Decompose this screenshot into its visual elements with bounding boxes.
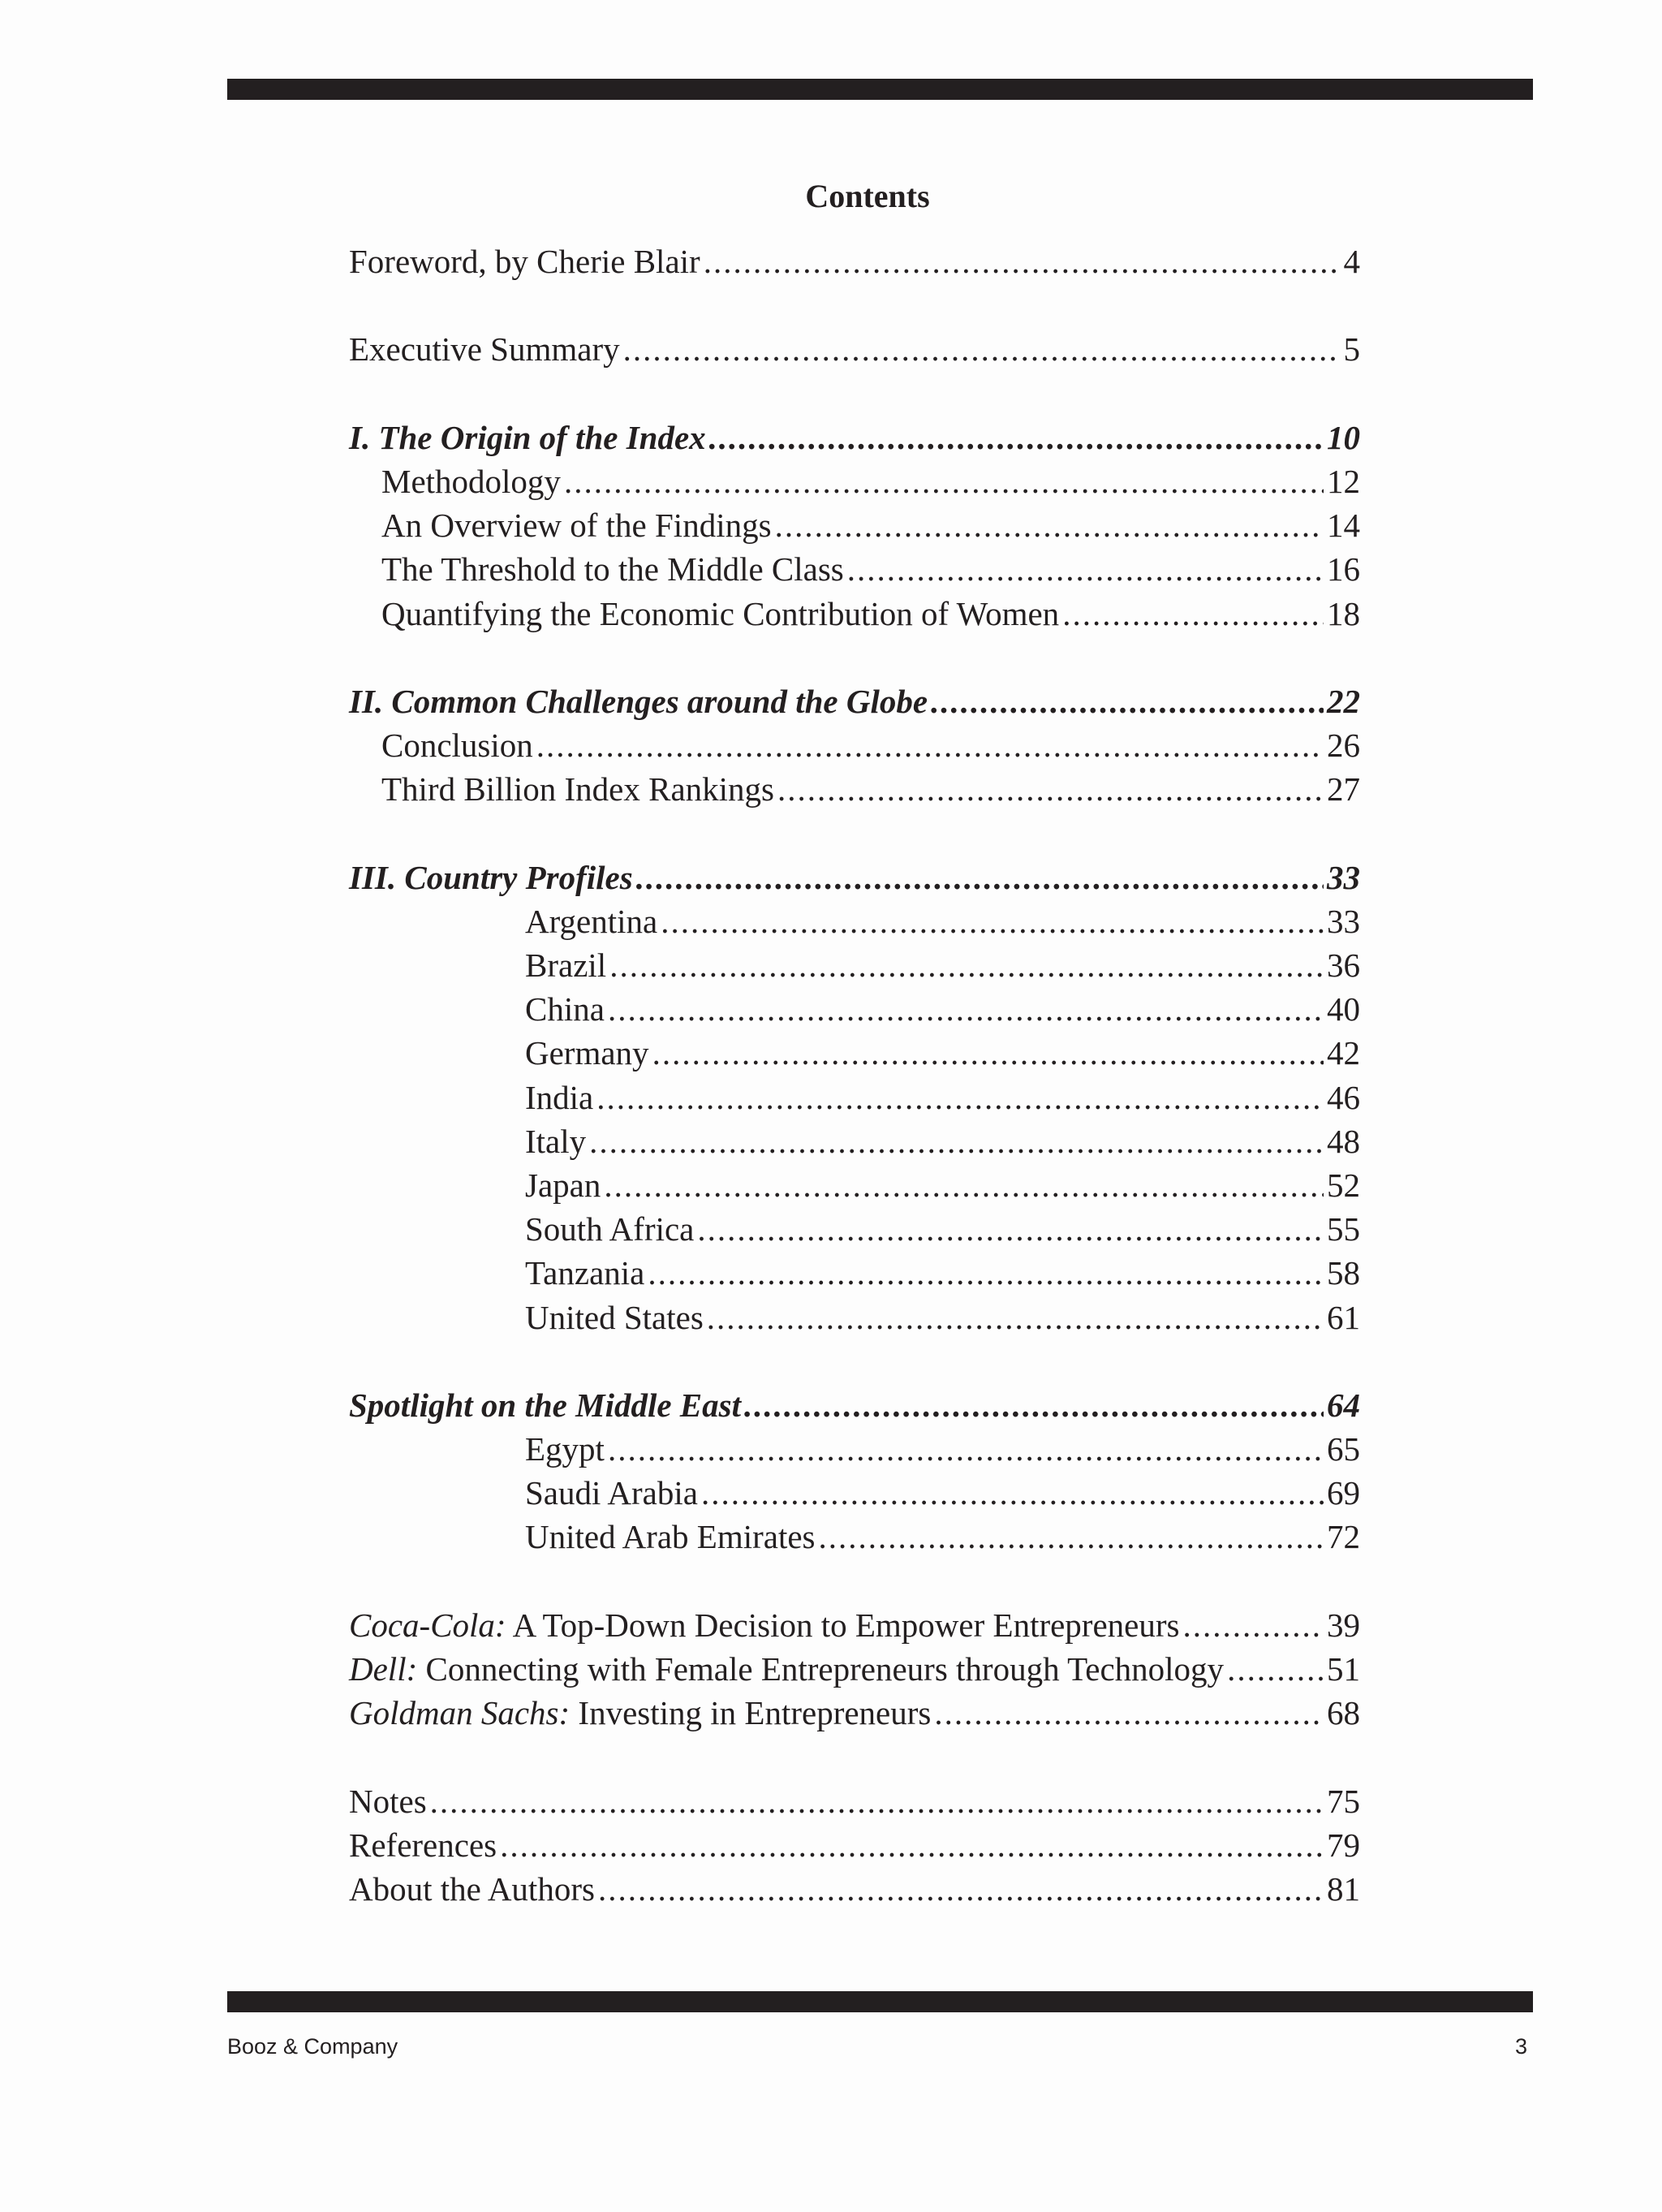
table-of-contents (349, 239, 1360, 1911)
toc-entry-text (349, 1603, 1179, 1647)
toc-entry-text: Italy (525, 1122, 587, 1160)
toc-page-number: 10 (1327, 418, 1360, 456)
toc-entry-text: Notes (349, 1782, 427, 1820)
dot-leader (704, 239, 1341, 283)
toc-page-number: 39 (1327, 1606, 1360, 1644)
toc-page-number: 5 (1343, 330, 1360, 369)
toc-entry-methodology[interactable] (349, 459, 1360, 503)
toc-entry-text: Methodology (381, 462, 561, 500)
dot-leader (1227, 1647, 1324, 1691)
toc-section-text: III. Country Profiles (349, 858, 633, 896)
dot-leader (709, 416, 1324, 459)
dot-leader (697, 1207, 1324, 1251)
toc-page-number: 26 (1327, 727, 1360, 765)
dot-leader (775, 503, 1324, 547)
toc-section-text: I. The Origin of the Index (349, 418, 706, 456)
toc-entry-text: China (525, 990, 605, 1028)
toc-entry-goldman-sachs[interactable] (349, 1691, 1360, 1735)
toc-entry-india[interactable] (349, 1076, 1360, 1119)
dot-leader (598, 1867, 1324, 1911)
toc-entry-text: Quantifying the Economic Contribution of Women (381, 594, 1060, 632)
toc-page-number: 22 (1327, 682, 1360, 720)
toc-entry-brazil[interactable] (349, 943, 1360, 987)
toc-section-middle-east[interactable] (349, 1383, 1360, 1427)
toc-entry-text: Conclusion (381, 727, 533, 765)
dot-leader (636, 856, 1324, 899)
toc-entry-japan[interactable] (349, 1163, 1360, 1207)
toc-entry-text: Executive Summary (349, 330, 620, 369)
company-name: Goldman Sachs: (349, 1694, 571, 1732)
dot-leader (777, 767, 1324, 811)
toc-entry-text: India (525, 1078, 594, 1116)
dot-leader (623, 327, 1341, 371)
toc-page-number: 72 (1327, 1518, 1360, 1556)
toc-entry-coca-cola[interactable] (349, 1603, 1360, 1647)
toc-page-number: 40 (1327, 990, 1360, 1028)
dot-leader (934, 1691, 1324, 1735)
toc-page-number: 81 (1327, 1869, 1360, 1908)
toc-page-number: 46 (1327, 1078, 1360, 1116)
toc-entry-notes[interactable] (349, 1779, 1360, 1823)
toc-entry-china[interactable] (349, 987, 1360, 1031)
contents-title: Contents (805, 178, 930, 214)
toc-entry-index-rankings[interactable] (349, 767, 1360, 811)
toc-page-number: 12 (1327, 462, 1360, 500)
toc-entry-text: The Threshold to the Middle Class (381, 550, 844, 589)
toc-page-number: 18 (1327, 594, 1360, 632)
case-title: A Top-Down Decision to Empower Entrepreneurs (506, 1606, 1180, 1644)
dot-leader (652, 1031, 1324, 1075)
toc-entry-uae[interactable] (349, 1515, 1360, 1559)
toc-entry-overview-findings[interactable] (349, 503, 1360, 547)
toc-entry-text: South Africa (525, 1210, 695, 1248)
toc-page-number: 51 (1327, 1650, 1360, 1688)
toc-page-number: 16 (1327, 550, 1360, 589)
toc-page-number: 36 (1327, 946, 1360, 984)
toc-entry-text: United Arab Emirates (525, 1518, 816, 1556)
bottom-rule (227, 1991, 1533, 2012)
toc-entry-executive-summary[interactable] (349, 327, 1360, 371)
toc-page-number: 33 (1327, 858, 1360, 896)
toc-entry-dell[interactable] (349, 1647, 1360, 1691)
dot-leader (1182, 1603, 1324, 1647)
dot-leader (430, 1779, 1324, 1823)
toc-entry-text: Brazil (525, 946, 607, 984)
toc-entry-text: Japan (525, 1166, 601, 1204)
toc-entry-about-authors[interactable] (349, 1867, 1360, 1911)
dot-leader (609, 943, 1324, 987)
toc-page-number: 69 (1327, 1474, 1360, 1512)
toc-entry-argentina[interactable] (349, 899, 1360, 943)
toc-entry-foreword[interactable] (349, 239, 1360, 283)
toc-entry-germany[interactable] (349, 1031, 1360, 1075)
toc-page-number: 27 (1327, 770, 1360, 808)
toc-entry-references[interactable] (349, 1823, 1360, 1867)
toc-entry-united-states[interactable] (349, 1296, 1360, 1339)
toc-entry-text: References (349, 1826, 497, 1864)
toc-section-text: II. Common Challenges around the Globe (349, 682, 928, 720)
dot-leader (608, 1427, 1324, 1471)
dot-leader (604, 1163, 1324, 1207)
dot-leader (596, 1076, 1324, 1119)
case-title: Investing in Entrepreneurs (570, 1694, 932, 1732)
dot-leader (819, 1515, 1324, 1559)
toc-entry-egypt[interactable] (349, 1427, 1360, 1471)
footer-publisher: Booz & Company (227, 2034, 398, 2059)
toc-page-number: 4 (1343, 243, 1360, 280)
dot-leader (744, 1383, 1324, 1427)
toc-page-number: 58 (1327, 1254, 1360, 1292)
toc-page-number: 33 (1327, 902, 1360, 940)
toc-entry-text: Tanzania (525, 1254, 645, 1292)
top-rule (227, 79, 1533, 100)
toc-entry-italy[interactable] (349, 1119, 1360, 1163)
toc-section-common-challenges[interactable] (349, 679, 1360, 723)
dot-leader (564, 459, 1324, 503)
toc-page-number: 14 (1327, 507, 1360, 545)
toc-entry-text (349, 1647, 1224, 1691)
toc-page-number: 52 (1327, 1166, 1360, 1204)
footer-page-number: 3 (1514, 2034, 1527, 2059)
toc-page-number: 79 (1327, 1826, 1360, 1864)
dot-leader (701, 1471, 1324, 1515)
dot-leader (847, 547, 1324, 591)
toc-entry-text: Germany (525, 1034, 649, 1072)
toc-entry-text: Third Billion Index Rankings (381, 770, 774, 808)
toc-entry-tanzania[interactable] (349, 1251, 1360, 1295)
dot-leader (536, 723, 1324, 767)
dot-leader (608, 987, 1324, 1031)
toc-entry-text: United States (525, 1298, 704, 1336)
toc-entry-text: Argentina (525, 902, 658, 940)
toc-page-number: 42 (1327, 1034, 1360, 1072)
dot-leader (589, 1119, 1324, 1163)
company-name: Dell: (349, 1650, 418, 1688)
dot-leader (648, 1251, 1324, 1295)
toc-section-country-profiles[interactable] (349, 856, 1360, 899)
dot-leader (707, 1296, 1324, 1339)
toc-entry-text (349, 1691, 931, 1735)
dot-leader (500, 1823, 1324, 1867)
toc-section-text: Spotlight on the Middle East (349, 1386, 741, 1424)
toc-page-number: 64 (1327, 1386, 1360, 1424)
toc-entry-text: About the Authors (349, 1869, 595, 1908)
toc-entry-saudi-arabia[interactable] (349, 1471, 1360, 1515)
toc-page-number: 65 (1327, 1430, 1360, 1468)
dot-leader (1062, 592, 1324, 636)
toc-page-number: 55 (1327, 1210, 1360, 1248)
toc-entry-text: Egypt (525, 1430, 605, 1468)
toc-page-number: 68 (1327, 1694, 1360, 1732)
toc-entry-quantifying-contribution[interactable] (349, 592, 1360, 636)
toc-entry-text: Saudi Arabia (525, 1474, 698, 1512)
case-title: Connecting with Female Entrepreneurs through Technology (417, 1650, 1225, 1688)
toc-page-number: 61 (1327, 1298, 1360, 1336)
toc-entry-south-africa[interactable] (349, 1207, 1360, 1251)
toc-entry-text: Foreword, by Cherie Blair (349, 243, 700, 280)
toc-entry-conclusion[interactable] (349, 723, 1360, 767)
toc-page-number: 75 (1327, 1782, 1360, 1820)
dot-leader (661, 899, 1324, 943)
toc-entry-threshold-middle-class[interactable] (349, 547, 1360, 591)
toc-section-origin-of-index[interactable] (349, 416, 1360, 459)
toc-entry-text: An Overview of the Findings (381, 507, 772, 545)
dot-leader (931, 679, 1324, 723)
toc-page-number: 48 (1327, 1122, 1360, 1160)
company-name: Coca-Cola: (349, 1606, 506, 1644)
